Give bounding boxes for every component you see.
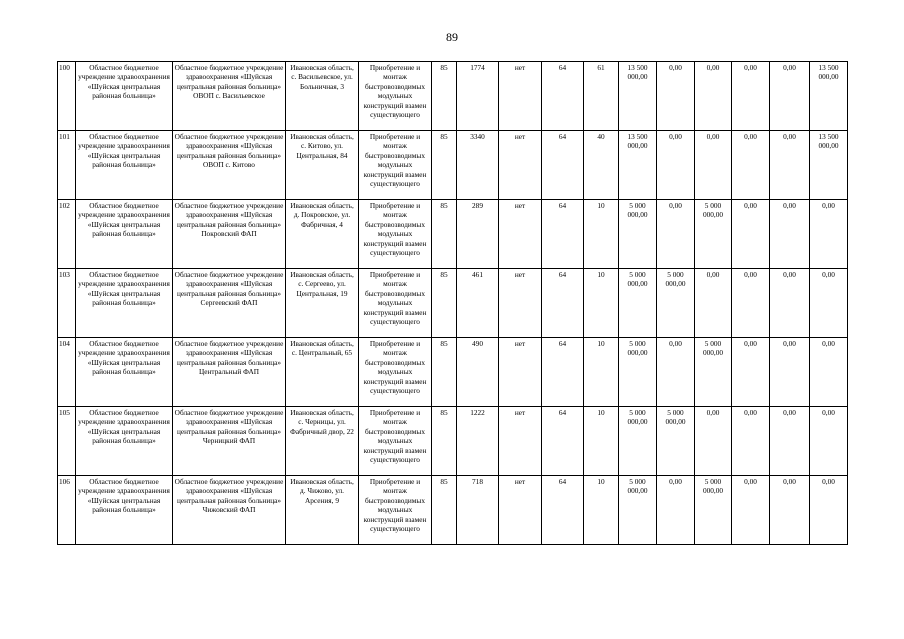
address-cell-text: Ивановская область, с. Черницы, ул. Фабричный двор, 22 <box>290 408 354 436</box>
flag-cell <box>499 476 542 545</box>
table-row <box>58 131 848 200</box>
action-cell-text: Приобретение и монтаж быстровозводимых модульных конструкций взамен существующего <box>363 63 427 120</box>
value-64-cell <box>542 476 584 545</box>
action-cell <box>359 338 432 407</box>
cost-year-1-cell <box>657 131 695 200</box>
cost-year-3-cell <box>732 338 770 407</box>
cost-year-4-cell <box>770 131 810 200</box>
total-cost-cell <box>619 338 657 407</box>
value-64-cell-text: 64 <box>558 201 567 210</box>
cost-year-5-cell-text: 0,00 <box>822 270 835 279</box>
page-number: 89 <box>446 30 458 44</box>
row-number <box>58 269 76 338</box>
address-cell-text: Ивановская область, д. Покровское, ул. Фабричная, 4 <box>290 201 354 229</box>
action-cell <box>359 62 432 131</box>
row-number <box>58 338 76 407</box>
cost-year-5-cell-text: 13 500 000,00 <box>818 63 839 82</box>
cost-year-3-cell <box>732 269 770 338</box>
subdivision-cell <box>173 269 286 338</box>
cost-year-2-cell-text: 5 000 000,00 <box>702 477 724 496</box>
value-64-cell-text: 64 <box>558 132 567 141</box>
cost-year-1-cell-text: 5 000 000,00 <box>665 270 686 289</box>
cost-year-3-cell <box>732 131 770 200</box>
organization-cell-text: Областное бюджетное учреждение здравоохранения «Шуйская центральная районная больница» <box>78 477 170 515</box>
code-cell <box>432 131 457 200</box>
cost-year-3-cell <box>732 407 770 476</box>
address-cell <box>286 338 359 407</box>
subdivision-cell <box>173 407 286 476</box>
cost-year-3-cell <box>732 476 770 545</box>
cost-year-4-cell-text: 0,00 <box>783 477 796 486</box>
total-cost-cell-text: 13 500 000,00 <box>627 132 648 151</box>
value-64-cell <box>542 269 584 338</box>
subdivision-cell-text: Областное бюджетное учреждение здравоохранения «Шуйская центральная районная больница» ОВОП с. Китово <box>174 132 284 170</box>
flag-cell <box>499 407 542 476</box>
table-row <box>58 476 848 545</box>
cost-year-2-cell-text: 0,00 <box>706 408 720 417</box>
value-64-cell-text: 64 <box>558 408 567 417</box>
cost-year-5-cell <box>810 269 848 338</box>
area-cell <box>457 131 499 200</box>
action-cell-text: Приобретение и монтаж быстровозводимых модульных конструкций взамен существующего <box>363 270 427 327</box>
flag-cell-text: нет <box>514 339 526 348</box>
subdivision-cell-text: Областное бюджетное учреждение здравоохранения «Шуйская центральная районная больница» Чижовский ФАП <box>174 477 284 515</box>
cost-year-5-cell <box>810 407 848 476</box>
row-number-text: 106 <box>59 477 70 486</box>
cost-year-1-cell <box>657 269 695 338</box>
cost-year-3-cell-text: 0,00 <box>744 339 757 348</box>
cost-year-1-cell-text: 0,00 <box>669 339 682 348</box>
flag-cell-text: нет <box>514 408 526 417</box>
organization-cell <box>76 269 173 338</box>
total-cost-cell <box>619 62 657 131</box>
organization-cell-text: Областное бюджетное учреждение здравоохранения «Шуйская центральная районная больница» <box>78 339 170 377</box>
cost-year-4-cell-text: 0,00 <box>783 339 796 348</box>
area-cell <box>457 338 499 407</box>
cost-year-3-cell-text: 0,00 <box>744 132 757 141</box>
cost-year-1-cell <box>657 407 695 476</box>
code-cell-text: 85 <box>440 339 448 348</box>
organization-cell-text: Областное бюджетное учреждение здравоохранения «Шуйская центральная районная больница» <box>78 270 170 308</box>
cost-year-4-cell <box>770 476 810 545</box>
cost-year-1-cell-text: 0,00 <box>669 477 682 486</box>
code-cell-text: 85 <box>440 201 448 210</box>
action-cell-text: Приобретение и монтаж быстровозводимых модульных конструкций взамен существующего <box>363 132 427 189</box>
flag-cell <box>499 200 542 269</box>
row-number-text: 104 <box>59 339 70 348</box>
cost-year-5-cell <box>810 200 848 269</box>
cost-year-5-cell-text: 0,00 <box>822 477 835 486</box>
table-row <box>58 62 848 131</box>
address-cell-text: Ивановская область, д. Чижово, ул. Арсения, 9 <box>290 477 354 505</box>
total-cost-cell <box>619 476 657 545</box>
table-row <box>58 338 848 407</box>
cost-year-1-cell-text: 0,00 <box>669 63 682 72</box>
total-cost-cell-text: 13 500 000,00 <box>627 63 648 82</box>
code-cell <box>432 476 457 545</box>
action-cell-text: Приобретение и монтаж быстровозводимых модульных конструкций взамен существующего <box>363 201 427 258</box>
area-cell-text: 718 <box>472 477 483 486</box>
cost-year-1-cell <box>657 200 695 269</box>
action-cell-text: Приобретение и монтаж быстровозводимых модульных конструкций взамен существующего <box>363 339 427 396</box>
cost-year-4-cell <box>770 62 810 131</box>
code-cell <box>432 62 457 131</box>
cost-year-4-cell-text: 0,00 <box>783 270 796 279</box>
organization-cell <box>76 200 173 269</box>
value-cell-text: 10 <box>597 201 605 210</box>
area-cell-text: 490 <box>472 339 483 348</box>
cost-year-2-cell-text: 5 000 000,00 <box>702 339 724 358</box>
cost-year-2-cell-text: 0,00 <box>706 270 720 279</box>
area-cell <box>457 407 499 476</box>
action-cell <box>359 476 432 545</box>
cost-year-3-cell <box>732 62 770 131</box>
value-64-cell <box>542 200 584 269</box>
cost-year-5-cell-text: 0,00 <box>822 201 835 210</box>
total-cost-cell-text: 5 000 000,00 <box>627 339 648 358</box>
value-cell <box>584 338 619 407</box>
subdivision-cell-text: Областное бюджетное учреждение здравоохранения «Шуйская центральная районная больница» Покровский ФАП <box>174 201 284 239</box>
action-cell <box>359 269 432 338</box>
cost-year-5-cell-text: 13 500 000,00 <box>818 132 839 151</box>
code-cell-text: 85 <box>440 132 448 141</box>
row-number <box>58 407 76 476</box>
total-cost-cell-text: 5 000 000,00 <box>627 270 648 289</box>
cost-year-1-cell-text: 0,00 <box>669 132 682 141</box>
code-cell-text: 85 <box>440 270 448 279</box>
organization-cell-text: Областное бюджетное учреждение здравоохранения «Шуйская центральная районная больница» <box>78 408 170 446</box>
cost-year-2-cell <box>695 476 732 545</box>
address-cell <box>286 62 359 131</box>
value-64-cell-text: 64 <box>558 63 567 72</box>
cost-year-5-cell-text: 0,00 <box>822 339 835 348</box>
row-number-text: 105 <box>59 408 70 417</box>
subdivision-cell <box>173 476 286 545</box>
cost-year-3-cell-text: 0,00 <box>744 63 757 72</box>
code-cell <box>432 269 457 338</box>
flag-cell-text: нет <box>514 201 526 210</box>
value-64-cell <box>542 131 584 200</box>
address-cell <box>286 269 359 338</box>
flag-cell <box>499 131 542 200</box>
action-cell <box>359 200 432 269</box>
area-cell <box>457 476 499 545</box>
code-cell <box>432 338 457 407</box>
cost-year-4-cell-text: 0,00 <box>783 408 796 417</box>
cost-year-3-cell-text: 0,00 <box>744 477 757 486</box>
value-cell-text: 10 <box>597 408 605 417</box>
organization-cell-text: Областное бюджетное учреждение здравоохранения «Шуйская центральная районная больница» <box>78 132 170 170</box>
subdivision-cell-text: Областное бюджетное учреждение здравоохранения «Шуйская центральная районная больница» Сергеевский ФАП <box>174 270 284 308</box>
total-cost-cell-text: 5 000 000,00 <box>627 201 648 220</box>
organization-cell <box>76 407 173 476</box>
cost-year-2-cell <box>695 200 732 269</box>
address-cell-text: Ивановская область, с. Центральный, 65 <box>290 339 354 358</box>
area-cell-text: 1774 <box>470 63 485 72</box>
cost-year-2-cell <box>695 269 732 338</box>
subdivision-cell-text: Областное бюджетное учреждение здравоохранения «Шуйская центральная районная больница» Черницкий ФАП <box>174 408 284 446</box>
cost-year-1-cell <box>657 476 695 545</box>
flag-cell-text: нет <box>514 270 526 279</box>
address-cell <box>286 476 359 545</box>
subdivision-cell <box>173 62 286 131</box>
total-cost-cell <box>619 200 657 269</box>
cost-year-4-cell <box>770 338 810 407</box>
address-cell-text: Ивановская область, с. Сергеево, ул. Центральная, 19 <box>290 270 354 298</box>
value-64-cell <box>542 338 584 407</box>
cost-year-2-cell-text: 0,00 <box>706 132 720 141</box>
cost-year-4-cell-text: 0,00 <box>783 63 796 72</box>
value-64-cell-text: 64 <box>558 477 567 486</box>
cost-year-5-cell <box>810 131 848 200</box>
cost-year-4-cell-text: 0,00 <box>783 201 796 210</box>
value-64-cell <box>542 407 584 476</box>
flag-cell <box>499 338 542 407</box>
cost-year-3-cell-text: 0,00 <box>744 408 757 417</box>
cost-year-1-cell-text: 0,00 <box>669 201 682 210</box>
cost-year-2-cell-text: 0,00 <box>706 63 720 72</box>
organization-cell-text: Областное бюджетное учреждение здравоохранения «Шуйская центральная районная больница» <box>78 63 170 101</box>
cost-year-2-cell <box>695 338 732 407</box>
code-cell-text: 85 <box>440 477 448 486</box>
value-cell-text: 10 <box>597 270 605 279</box>
area-cell <box>457 200 499 269</box>
row-number <box>58 62 76 131</box>
code-cell <box>432 200 457 269</box>
address-cell <box>286 407 359 476</box>
value-cell-text: 40 <box>597 132 605 141</box>
cost-year-2-cell-text: 5 000 000,00 <box>702 201 724 220</box>
cost-year-2-cell <box>695 62 732 131</box>
action-cell <box>359 407 432 476</box>
table-row <box>58 407 848 476</box>
action-cell-text: Приобретение и монтаж быстровозводимых модульных конструкций взамен существующего <box>363 408 427 465</box>
code-cell <box>432 407 457 476</box>
organization-cell <box>76 131 173 200</box>
row-number <box>58 131 76 200</box>
cost-year-3-cell-text: 0,00 <box>744 201 757 210</box>
value-cell-text: 10 <box>597 339 605 348</box>
subdivision-cell-text: Областное бюджетное учреждение здравоохранения «Шуйская центральная районная больница» Центральный ФАП <box>174 339 284 377</box>
value-cell-text: 61 <box>597 63 605 72</box>
subdivision-cell <box>173 338 286 407</box>
cost-year-4-cell <box>770 407 810 476</box>
cost-year-3-cell <box>732 200 770 269</box>
cost-year-5-cell <box>810 62 848 131</box>
address-cell <box>286 131 359 200</box>
code-cell-text: 85 <box>440 63 448 72</box>
row-number-text: 103 <box>59 270 70 279</box>
flag-cell-text: нет <box>514 63 526 72</box>
flag-cell-text: нет <box>514 477 526 486</box>
value-cell <box>584 131 619 200</box>
organization-cell <box>76 476 173 545</box>
action-cell <box>359 131 432 200</box>
cost-year-4-cell <box>770 200 810 269</box>
area-cell-text: 461 <box>472 270 483 279</box>
cost-year-5-cell <box>810 338 848 407</box>
action-cell-text: Приобретение и монтаж быстровозводимых модульных конструкций взамен существующего <box>363 477 427 534</box>
address-cell-text: Ивановская область, с. Китово, ул. Центральная, 84 <box>290 132 354 160</box>
area-cell <box>457 62 499 131</box>
address-cell <box>286 200 359 269</box>
cost-year-1-cell-text: 5 000 000,00 <box>665 408 686 427</box>
cost-year-1-cell <box>657 338 695 407</box>
total-cost-cell <box>619 407 657 476</box>
row-number-text: 100 <box>59 63 70 72</box>
total-cost-cell <box>619 131 657 200</box>
flag-cell <box>499 62 542 131</box>
value-cell <box>584 62 619 131</box>
area-cell <box>457 269 499 338</box>
flag-cell <box>499 269 542 338</box>
table-row <box>58 269 848 338</box>
subdivision-cell <box>173 200 286 269</box>
value-64-cell <box>542 62 584 131</box>
cost-year-4-cell-text: 0,00 <box>783 132 796 141</box>
facilities-table <box>57 61 848 545</box>
area-cell-text: 3340 <box>470 132 485 141</box>
value-cell-text: 10 <box>597 477 605 486</box>
subdivision-cell <box>173 131 286 200</box>
code-cell-text: 85 <box>440 408 448 417</box>
cost-year-5-cell-text: 0,00 <box>822 408 835 417</box>
cost-year-1-cell <box>657 62 695 131</box>
row-number-text: 102 <box>59 201 70 210</box>
table-row <box>58 200 848 269</box>
address-cell-text: Ивановская область, с. Васильевское, ул. Больничная, 3 <box>290 63 354 91</box>
value-cell <box>584 200 619 269</box>
total-cost-cell-text: 5 000 000,00 <box>627 477 648 496</box>
row-number-text: 101 <box>59 132 70 141</box>
area-cell-text: 289 <box>472 201 483 210</box>
subdivision-cell-text: Областное бюджетное учреждение здравоохранения «Шуйская центральная районная больница» ОВОП с. Васильевское <box>174 63 284 101</box>
organization-cell <box>76 338 173 407</box>
cost-year-3-cell-text: 0,00 <box>744 270 757 279</box>
value-cell <box>584 407 619 476</box>
organization-cell-text: Областное бюджетное учреждение здравоохранения «Шуйская центральная районная больница» <box>78 201 170 239</box>
cost-year-5-cell <box>810 476 848 545</box>
flag-cell-text: нет <box>514 132 526 141</box>
row-number <box>58 476 76 545</box>
total-cost-cell <box>619 269 657 338</box>
value-64-cell-text: 64 <box>558 339 567 348</box>
value-cell <box>584 476 619 545</box>
cost-year-2-cell <box>695 131 732 200</box>
row-number <box>58 200 76 269</box>
area-cell-text: 1222 <box>470 408 485 417</box>
value-cell <box>584 269 619 338</box>
total-cost-cell-text: 5 000 000,00 <box>627 408 648 427</box>
cost-year-2-cell <box>695 407 732 476</box>
organization-cell <box>76 62 173 131</box>
cost-year-4-cell <box>770 269 810 338</box>
value-64-cell-text: 64 <box>558 270 567 279</box>
